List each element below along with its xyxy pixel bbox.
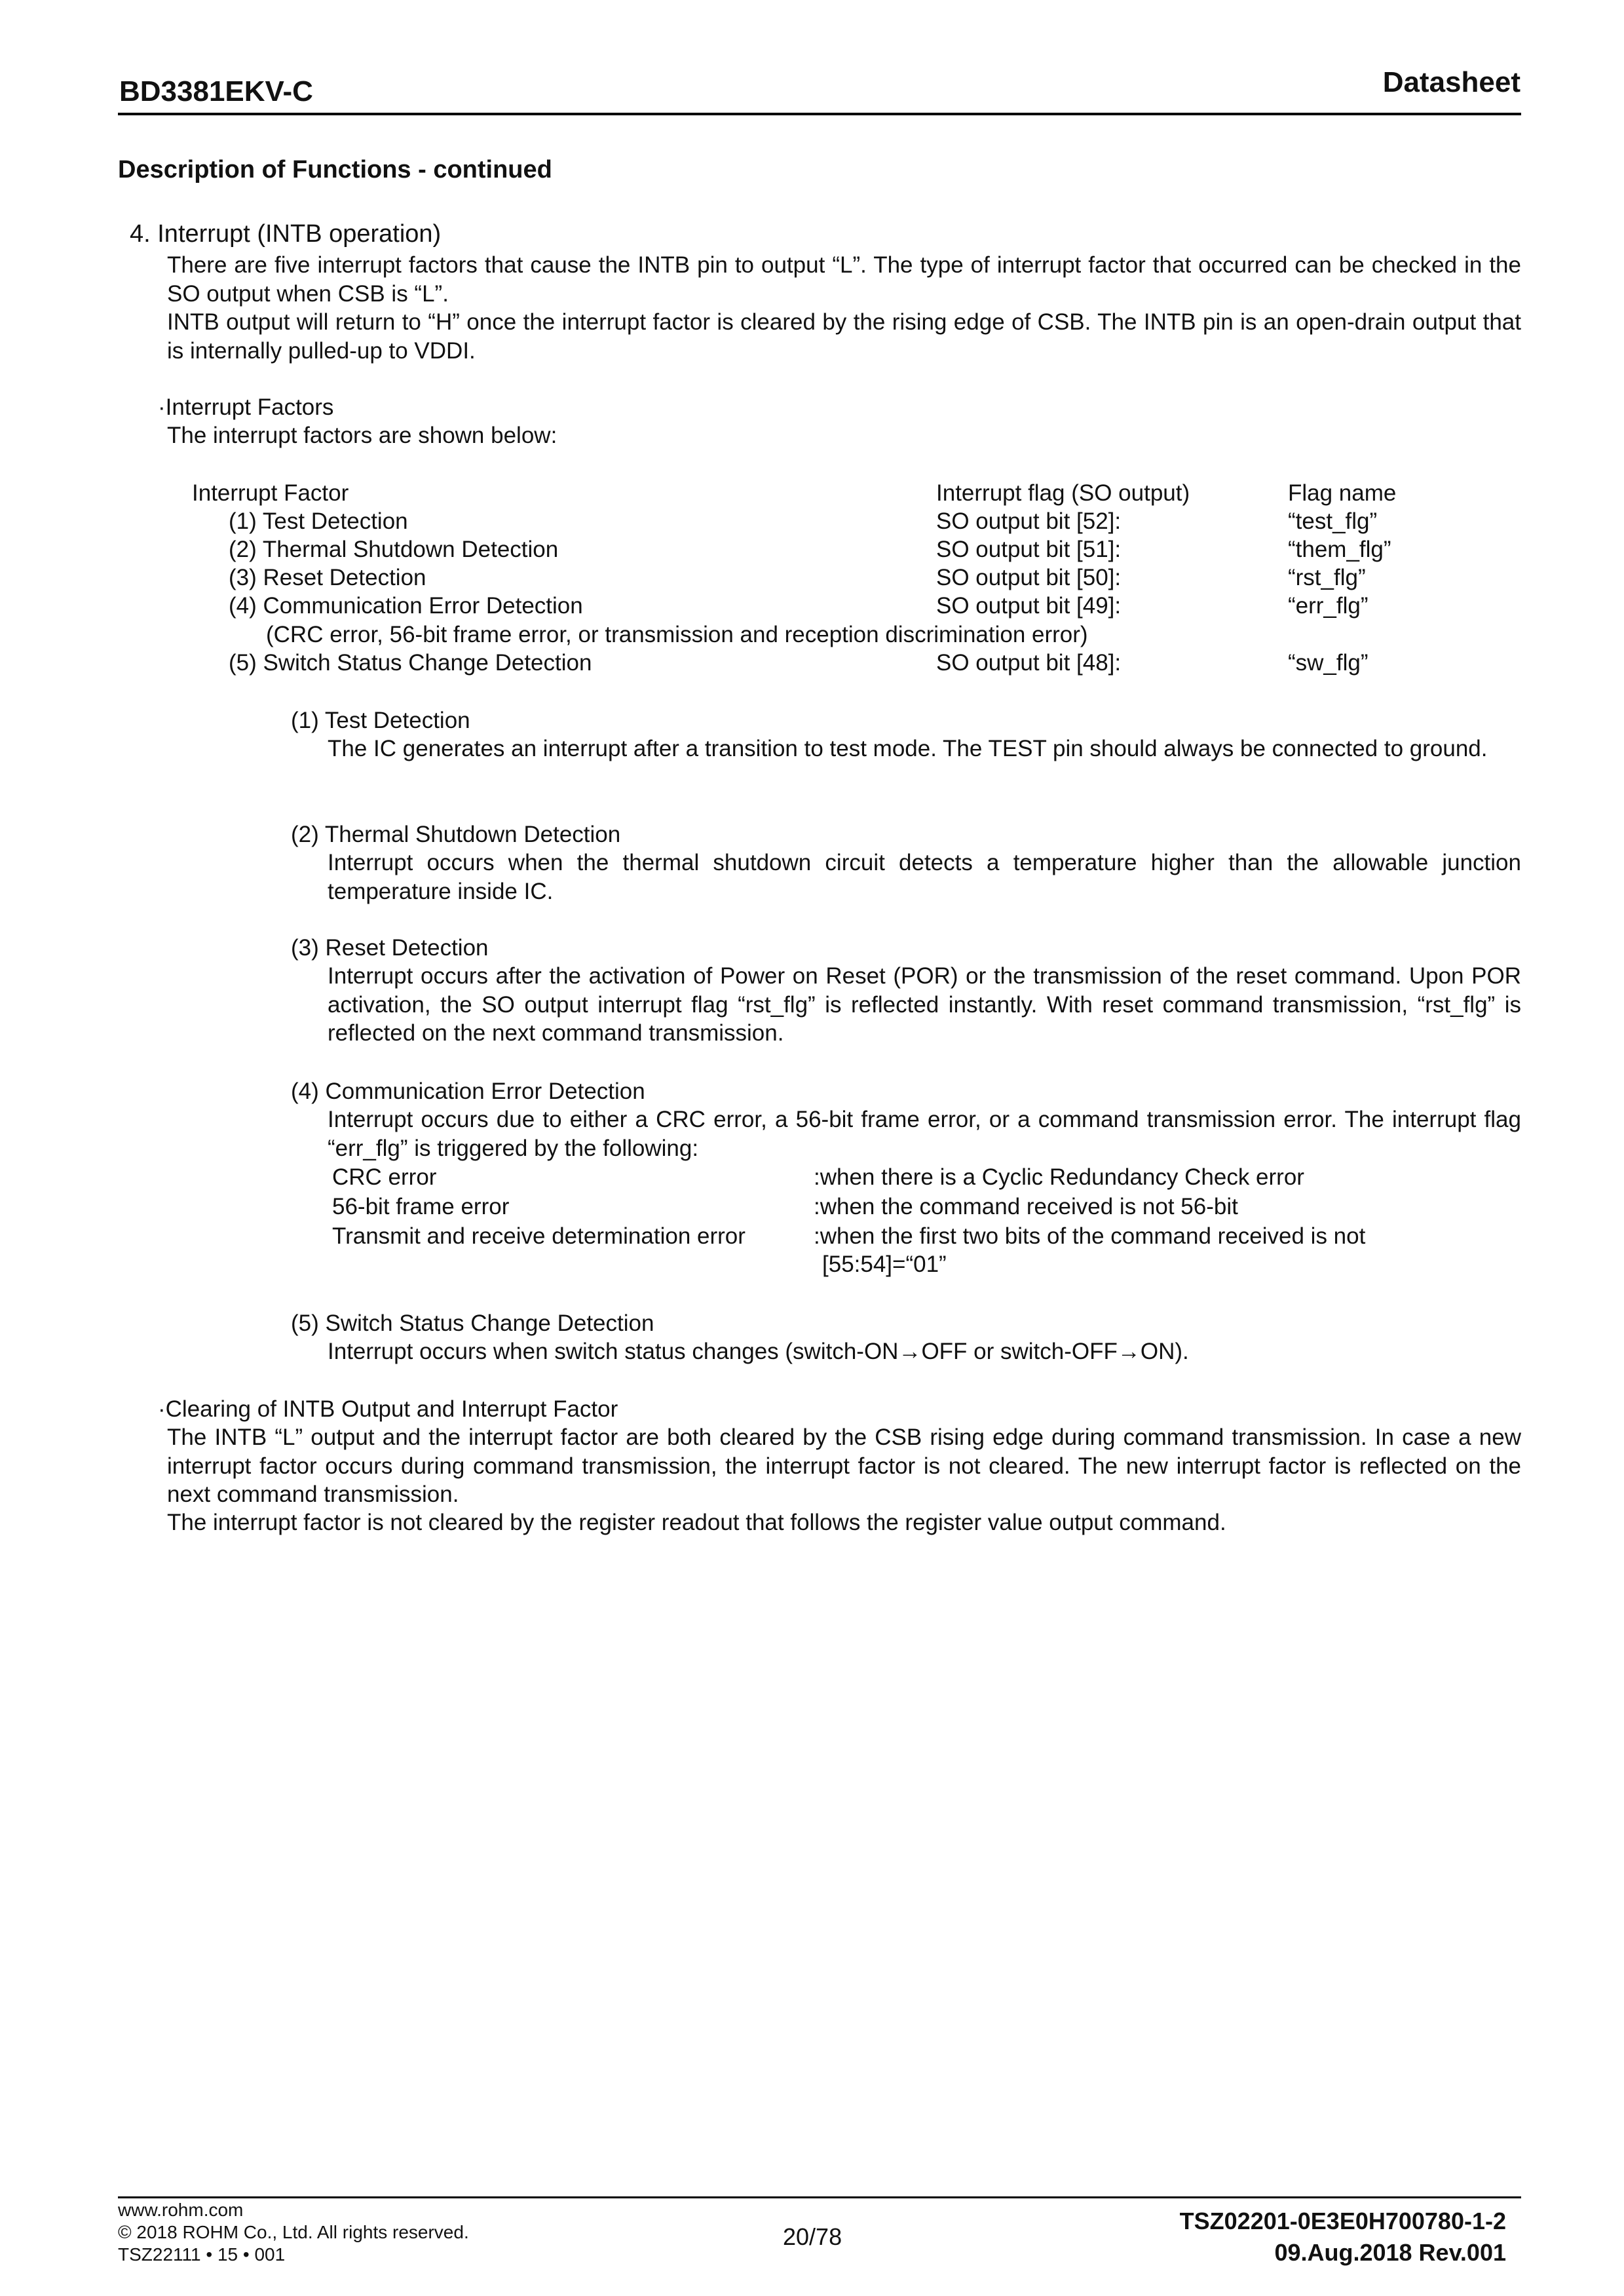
factor-cell: (2) Thermal Shutdown Detection <box>229 537 559 562</box>
subsection-heading: 4. Interrupt (INTB operation) <box>130 220 442 248</box>
header-rule <box>118 113 1521 115</box>
flag-cell: SO output bit [49]: <box>936 593 1122 619</box>
section-title: Description of Functions - continued <box>118 156 552 183</box>
error-name: Transmit and receive determination error <box>332 1223 746 1249</box>
error-desc: :when the command received is not 56-bit <box>814 1194 1238 1219</box>
footer-url: www.rohm.com <box>118 2200 244 2220</box>
error-desc-cont: [55:54]=“01” <box>822 1252 947 1277</box>
detail-title: (4) Communication Error Detection <box>291 1079 645 1104</box>
flag-cell: SO output bit [50]: <box>936 565 1122 590</box>
detail-title: (1) Test Detection <box>291 708 470 733</box>
col-header-name: Flag name <box>1288 480 1397 506</box>
factors-heading: ·Interrupt Factors <box>158 394 334 420</box>
col-header-factor: Interrupt Factor <box>192 480 349 506</box>
detail-title: (3) Reset Detection <box>291 935 489 961</box>
detail-text: Interrupt occurs due to either a CRC error, a 56-bit frame error, or a command transmission error. The interrupt flag “err_flg” is triggered by the following: <box>328 1107 1521 1161</box>
name-cell: “rst_flg” <box>1288 565 1366 590</box>
detail-title: (2) Thermal Shutdown Detection <box>291 822 621 847</box>
flag-cell: SO output bit [52]: <box>936 508 1122 534</box>
name-cell: “them_flg” <box>1288 537 1391 562</box>
footer-copyright: © 2018 ROHM Co., Ltd. All rights reserved. <box>118 2222 469 2242</box>
factors-intro: The interrupt factors are shown below: <box>167 423 557 448</box>
name-cell: “err_flg” <box>1288 593 1369 619</box>
factor-cell: (4) Communication Error Detection <box>229 593 583 619</box>
paragraph: The INTB “L” output and the interrupt factor are both cleared by the CSB rising edge during command transmission. In case a new interrupt factor occurs during command transmission, the interrupt factor is not cleared. The new interrupt factor is reflected on the next command transmission. <box>167 1425 1521 1507</box>
error-name: CRC error <box>332 1164 437 1190</box>
flag-cell: SO output bit [48]: <box>936 650 1122 676</box>
name-cell: “test_flg” <box>1288 508 1378 534</box>
detail-text: The IC generates an interrupt after a transition to test mode. The TEST pin should always be connected to ground. <box>328 736 1488 761</box>
paragraph: There are five interrupt factors that cause the INTB pin to output “L”. The type of interrupt factor that occurred can be checked in the SO output when CSB is “L”. <box>167 252 1521 307</box>
footer-form: TSZ22111 • 15 • 001 <box>118 2244 286 2265</box>
part-number: BD3381EKV-C <box>119 75 313 107</box>
factor-cell: (1) Test Detection <box>229 508 408 534</box>
paragraph: The interrupt factor is not cleared by the register readout that follows the register value output command. <box>167 1510 1226 1535</box>
date-revision: 09.Aug.2018 Rev.001 <box>1274 2239 1506 2266</box>
detail-text: Interrupt occurs after the activation of Power on Reset (POR) or the transmission of the reset command. Upon POR activation, the SO output interrupt flag “rst_flg” is reflected instantly. With reset command transmission, “rst_flg” is reflected on the next command transmission. <box>328 963 1521 1046</box>
factor-cell: (3) Reset Detection <box>229 565 426 590</box>
doc-number: TSZ02201-0E3E0H700780-1-2 <box>1179 2208 1506 2234</box>
footer-rule <box>118 2196 1521 2198</box>
clearing-heading: ·Clearing of INTB Output and Interrupt Factor <box>158 1396 618 1422</box>
table-note: (CRC error, 56-bit frame error, or transmission and reception discrimination error) <box>266 622 1088 647</box>
flag-cell: SO output bit [51]: <box>936 537 1122 562</box>
name-cell: “sw_flg” <box>1288 650 1369 676</box>
error-name: 56-bit frame error <box>332 1194 510 1219</box>
detail-text: Interrupt occurs when the thermal shutdown circuit detects a temperature higher than the allowable junction temperature inside IC. <box>328 850 1521 904</box>
factor-cell: (5) Switch Status Change Detection <box>229 650 592 676</box>
paragraph: INTB output will return to “H” once the interrupt factor is cleared by the rising edge of CSB. The INTB pin is an open-drain output that is internally pulled-up to VDDI. <box>167 309 1521 364</box>
detail-text: Interrupt occurs when switch status changes (switch-ON→OFF or switch-OFF→ON). <box>328 1339 1189 1364</box>
error-desc: :when there is a Cyclic Redundancy Check error <box>814 1164 1304 1190</box>
detail-title: (5) Switch Status Change Detection <box>291 1311 654 1336</box>
page-number: 20/78 <box>783 2223 842 2250</box>
col-header-flag: Interrupt flag (SO output) <box>936 480 1190 506</box>
error-desc: :when the first two bits of the command received is not <box>814 1223 1366 1249</box>
doc-type: Datasheet <box>1382 66 1520 98</box>
